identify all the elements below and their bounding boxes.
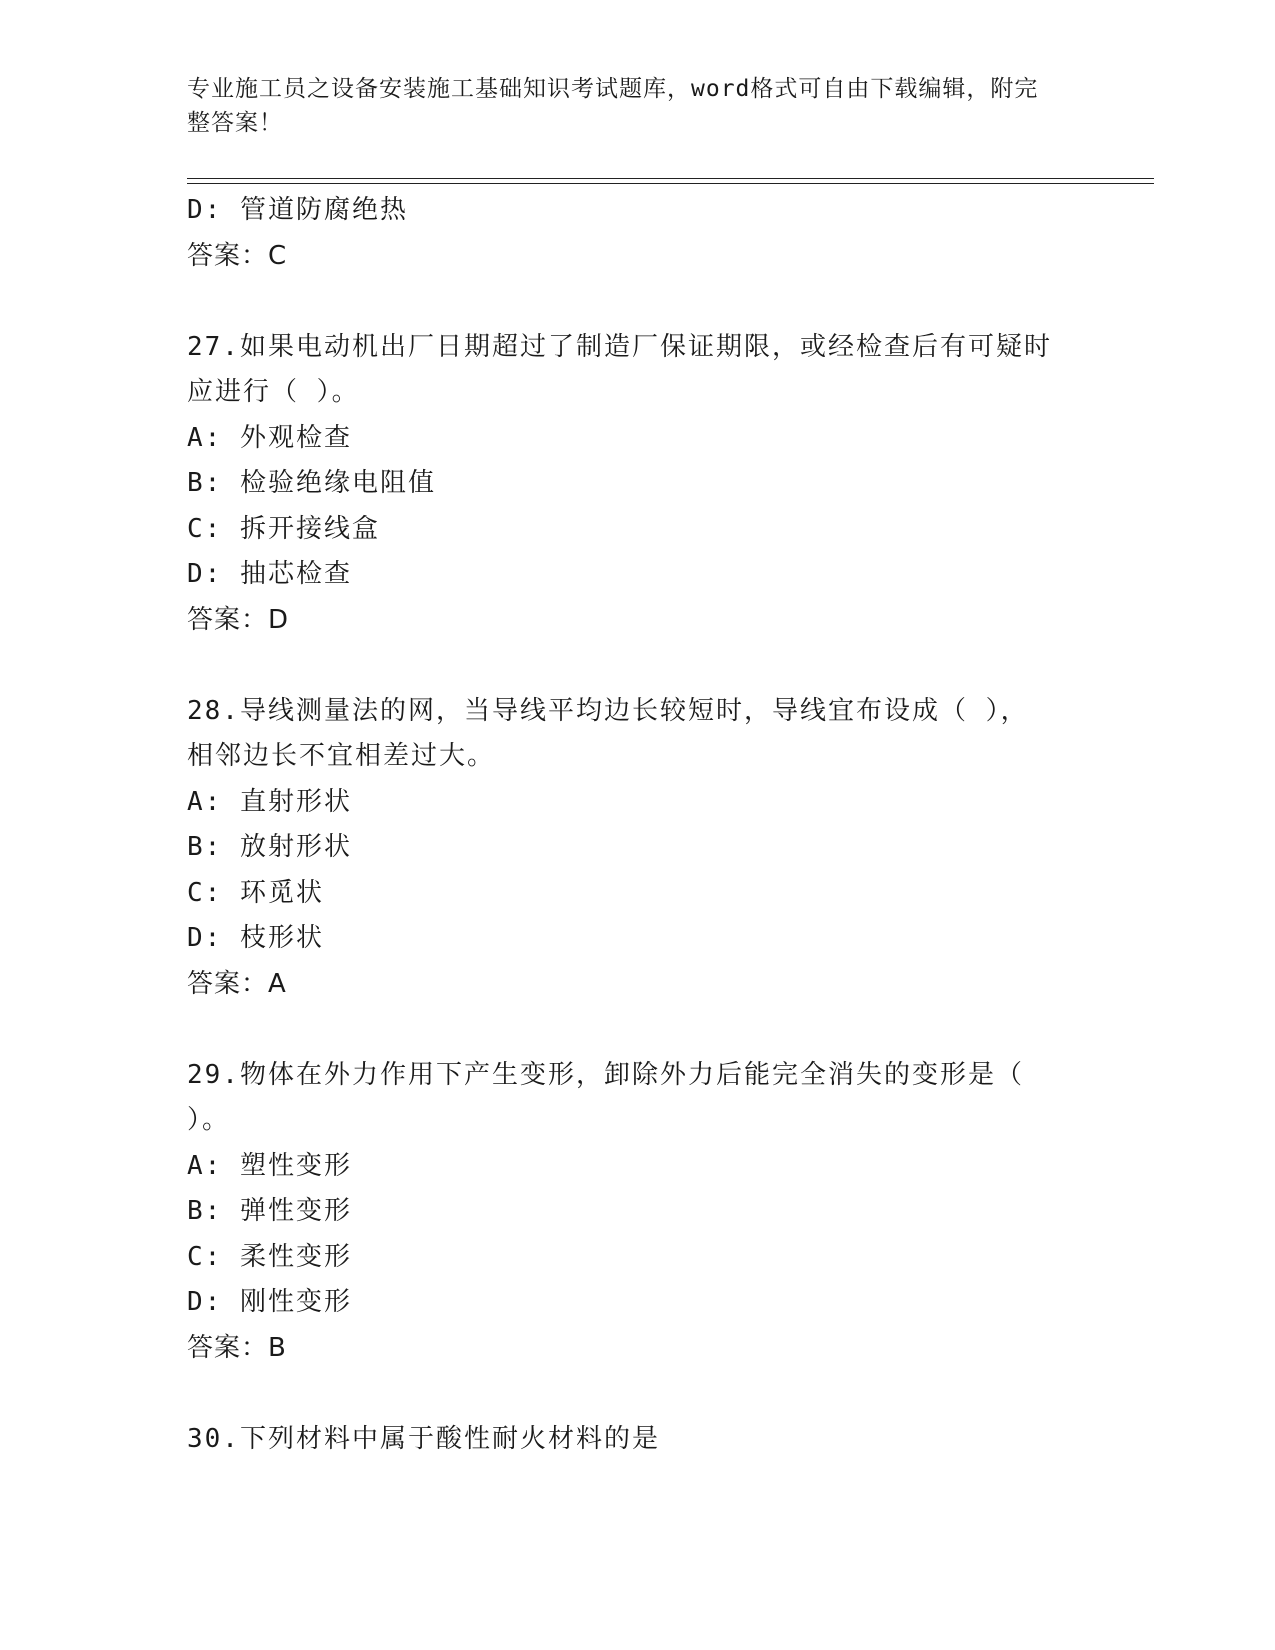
document-header (187, 72, 1067, 140)
option-a: A: 塑性变形 (187, 1150, 352, 1181)
option-c: C: 环觅状 (187, 877, 324, 908)
option-b: B: 弹性变形 (187, 1196, 352, 1226)
question-stem: 27.如果电动机出厂日期超过了制造厂保证期限，或经检查后有可疑时 (187, 331, 1052, 362)
question-stem-continued: ）。 (187, 1105, 231, 1135)
header-divider-top (187, 178, 1154, 179)
option-d: D: 抽芯检查 (187, 559, 352, 589)
question-stem: 28.导线测量法的网，当导线平均边长较短时，导线宜布设成（ ）， (187, 695, 1029, 726)
question-30 (187, 1417, 1087, 1463)
question-list (187, 188, 1087, 1462)
option-d: D: 刚性变形 (187, 1287, 352, 1317)
answer-line: 答案：D (187, 604, 290, 635)
question-stem: 29.物体在外力作用下产生变形，卸除外力后能完全消失的变形是（ (187, 1059, 1024, 1090)
answer-line: 答案：C (187, 240, 288, 271)
option-a: A: 外观检查 (187, 422, 352, 453)
question-stem-continued: 相邻边长不宜相差过大。 (187, 741, 496, 771)
question-27 (187, 325, 1087, 644)
answer-line: 答案：B (187, 1332, 287, 1363)
question-26-tail (187, 188, 1087, 279)
header-line-1: 专业施工员之设备安装施工基础知识考试题库，word格式可自由下载编辑，附完 (187, 76, 1039, 102)
option-b: B: 放射形状 (187, 832, 352, 862)
answer-line: 答案：A (187, 968, 287, 999)
option-d: D: 管道防腐绝热 (187, 195, 408, 225)
option-c: C: 拆开接线盒 (187, 513, 380, 544)
option-b: B: 检验绝缘电阻值 (187, 468, 436, 498)
question-29 (187, 1053, 1087, 1372)
option-a: A: 直射形状 (187, 786, 352, 817)
header-line-2: 整答案！ (187, 110, 283, 136)
header-divider-bottom (187, 183, 1154, 184)
question-28 (187, 689, 1087, 1008)
option-c: C: 柔性变形 (187, 1241, 352, 1272)
option-d: D: 枝形状 (187, 923, 324, 953)
question-stem: 30.下列材料中属于酸性耐火材料的是 (187, 1423, 660, 1454)
question-stem-continued: 应进行（ ）。 (187, 377, 360, 407)
